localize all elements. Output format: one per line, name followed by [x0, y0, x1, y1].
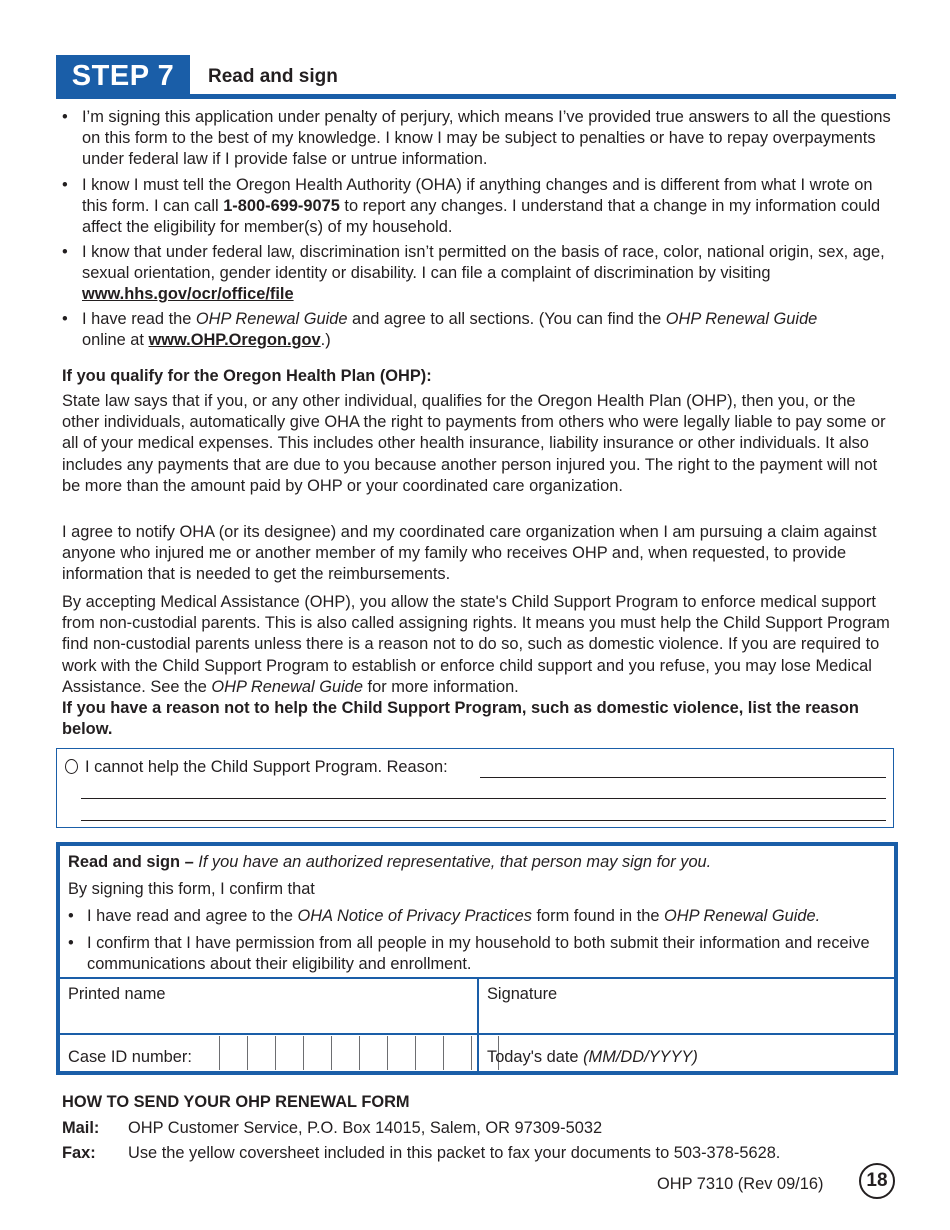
case-id-digit[interactable] — [387, 1036, 415, 1070]
signature-field[interactable] — [479, 979, 894, 1033]
header-rule — [56, 94, 896, 99]
todays-date-field[interactable] — [479, 1035, 894, 1071]
qualify-paragraph-1: State law says that if you, or any other individual, qualifies for the Oregon Health Plan (OHP), then you, or the other individuals, automatically give OHA the right to payments from others who were legally liable to pay some or all of your medical expenses. This includes other health insurance, liability insurance or other individuals. It also includes any payments that are due to you because another person injured you. The right to the payment will not be more than the amount paid by OHP or your coordinated care organization. — [62, 392, 886, 495]
case-id-digit[interactable] — [359, 1036, 387, 1070]
ohp-link[interactable]: www.OHP.Oregon.gov — [148, 331, 321, 350]
guide-title: OHP Renewal Guide — [211, 677, 363, 696]
bullet-dot: • — [68, 907, 74, 925]
section-title: Read and sign — [208, 66, 338, 87]
bullet-report-changes — [62, 175, 892, 239]
case-id-digit[interactable] — [275, 1036, 303, 1070]
case-id-digit[interactable] — [219, 1036, 247, 1070]
confirm-bullet-privacy — [68, 906, 894, 927]
qualify-paragraph-2: I agree to notify OHA (or its designee) and my coordinated care organization when I am pursuing a claim against anyone who injured me or another member of my family who receives OHP and, when requested, to provide information that is needed to get the reimbursements. — [62, 523, 877, 584]
case-id-field — [60, 1035, 476, 1071]
reason-radio[interactable] — [65, 759, 78, 774]
bullet-text: I’m signing this application under penalty of perjury, which means I’ve provided true answers to all the questions on this form to the best of my knowledge. I know I may be subject to penalties or have to repay overpayments under federal law if I provide false or untrue information. — [82, 108, 891, 169]
paragraph-part: By accepting Medical Assistance (OHP), you allow the state's Child Support Program to enforce medical support from non-custodial parents. This is also called assigning rights. It means you must help the Child Support Program find non-custodial parents unless there is a reason not to do so, such as domestic violence. If you are required to work with the Child Support Program to establish or enforce child support and you refuse, you may lose Medical Assistance. See the — [62, 593, 890, 696]
confirm-bullet-permission — [68, 933, 894, 975]
bullet-dot: • — [62, 310, 68, 328]
date-format: (MM/DD/YYYY) — [583, 1048, 698, 1066]
bullet-text-part: online at — [82, 331, 149, 350]
bullet-text-part: I know that under federal law, discrimination isn’t permitted on the basis of race, color, national origin, sex, age, sexual orientation, gender identity or disability. I can file a complaint of discrimination by visiting — [82, 243, 885, 283]
qualify-paragraph-3 — [62, 592, 892, 740]
bullet-text-part: I have read the — [82, 310, 196, 328]
fax-instructions: Use the yellow coversheet included in this packet to fax your documents to 503-378-5628. — [128, 1144, 781, 1162]
case-id-label: Case ID number: — [68, 1048, 192, 1066]
sign-title-bold: Read and sign – — [68, 853, 194, 871]
printed-name-label: Printed name — [68, 985, 166, 1003]
reason-box — [56, 748, 894, 828]
bullet-dot: • — [68, 934, 74, 952]
phone-number[interactable]: 1-800-699-9075 — [223, 197, 340, 216]
bullet-text-part: I know I must tell the Oregon Health Authority (OHA) if anything changes and is different from what I wrote on this form. I can call — [82, 176, 873, 216]
bullet-text — [82, 309, 892, 351]
confirm-bullet-text: I confirm that I have permission from all people in my household to both submit their information and receive communications about their eligibility and enrollment. — [87, 934, 870, 974]
text-part: I have read and agree to the — [87, 907, 298, 925]
mail-address: OHP Customer Service, P.O. Box 14015, Salem, OR 97309-5032 — [128, 1119, 603, 1137]
reason-label: I cannot help the Child Support Program. Reason: — [85, 758, 448, 776]
bullet-text — [82, 242, 892, 306]
bullet-text — [82, 175, 892, 239]
bullet-text-part: .) — [320, 331, 331, 350]
send-heading: HOW TO SEND YOUR OHP RENEWAL FORM — [62, 1093, 410, 1111]
reason-line[interactable] — [81, 798, 886, 799]
reason-line[interactable] — [81, 820, 886, 821]
page-number: 18 — [859, 1163, 895, 1199]
case-id-digit[interactable] — [247, 1036, 275, 1070]
bullet-discrimination — [62, 242, 892, 306]
sign-box — [56, 842, 898, 1075]
guide-title: OHP Renewal Guide — [195, 310, 348, 328]
paragraph-bold-part: If you have a reason not to help the Child Support Program, such as domestic violence, list the reason below. — [62, 699, 859, 739]
bullet-dot: • — [62, 108, 68, 126]
case-id-digit[interactable] — [415, 1036, 443, 1070]
case-id-digit[interactable] — [443, 1036, 471, 1070]
signature-label: Signature — [487, 985, 558, 1003]
bullet-perjury — [62, 107, 892, 171]
case-id-digit[interactable] — [303, 1036, 331, 1070]
bullet-dot: • — [62, 176, 68, 194]
printed-name-field[interactable] — [60, 979, 476, 1033]
bullet-text-part: to report any changes. I understand that a change in my information could affect the eligibility for member(s) of my household. — [82, 197, 881, 237]
date-label-text: Today's date — [487, 1048, 584, 1066]
mail-label: Mail: — [62, 1119, 100, 1137]
guide-title: OHP Renewal Guide. — [664, 907, 821, 925]
sign-title-note: If you have an authorized representative, that person may sign for you. — [198, 853, 712, 871]
bullet-renewal-guide — [62, 309, 892, 351]
paragraph-part: for more information. — [362, 677, 519, 696]
step-badge: STEP 7 — [56, 55, 190, 97]
fax-label: Fax: — [62, 1144, 96, 1162]
notice-title: OHA Notice of Privacy Practices — [297, 907, 532, 925]
guide-title: OHP Renewal Guide — [665, 310, 818, 328]
bullet-text-part: and agree to all sections. (You can find the — [347, 310, 666, 328]
todays-date-label — [487, 1048, 698, 1067]
text-part: form found in the — [531, 907, 665, 925]
case-id-digit[interactable] — [331, 1036, 359, 1070]
form-id: OHP 7310 (Rev 09/16) — [657, 1175, 824, 1193]
reason-line[interactable] — [480, 777, 886, 778]
confirm-bullet-text — [87, 906, 894, 927]
qualify-heading: If you qualify for the Oregon Health Plan (OHP): — [62, 367, 432, 385]
sign-box-title — [68, 852, 711, 873]
bullet-dot: • — [62, 243, 68, 261]
confirm-intro: By signing this form, I confirm that — [68, 880, 315, 898]
hhs-link[interactable]: www.hhs.gov/ocr/office/file — [82, 285, 294, 304]
case-id-boxes — [219, 1036, 499, 1070]
